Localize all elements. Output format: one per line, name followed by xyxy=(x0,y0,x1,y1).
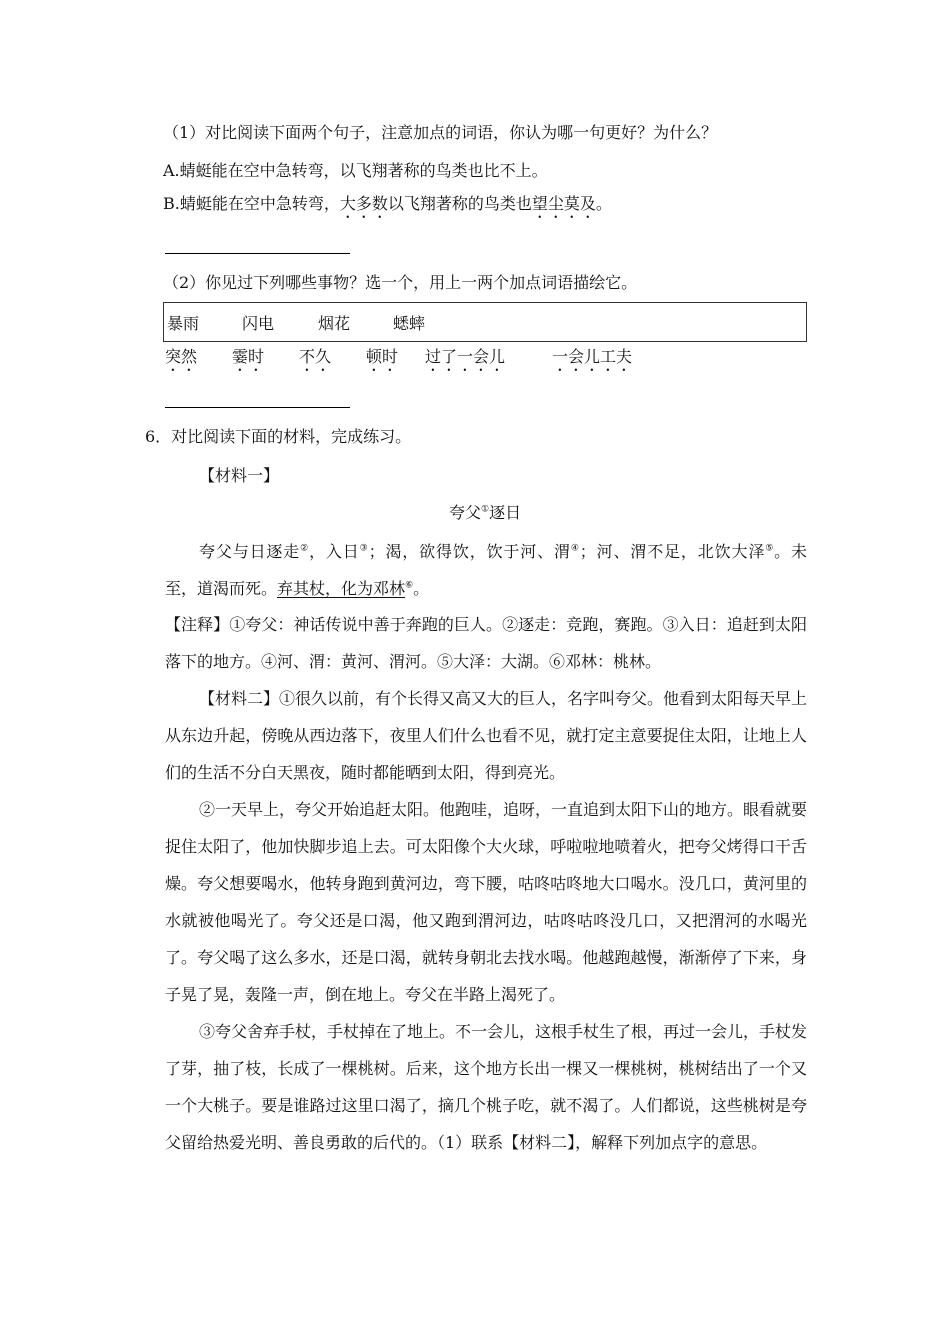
footnote-mark: ③ xyxy=(359,543,369,554)
dotted-word: 突然 xyxy=(165,347,198,366)
answer-blank-2[interactable] xyxy=(165,407,350,408)
sentence-a: A.蜻蜓能在空中急转弯，以飞翔著称的鸟类也比不上。 xyxy=(163,161,548,180)
underlined-sentence: 弃其杖，化为邓林 xyxy=(277,579,406,598)
material1-text xyxy=(165,533,807,607)
footnote-mark: ⑤ xyxy=(765,543,775,554)
footnote-mark: ② xyxy=(300,543,310,554)
material1-label: 【材料一】 xyxy=(199,466,280,485)
title-post: 逐日 xyxy=(489,503,522,522)
sentence-b-end: 。 xyxy=(595,194,612,213)
material1-title xyxy=(449,502,521,524)
dotted-word-damostly: 大多数 xyxy=(339,194,388,213)
material2-paragraph-2: ②一天早上，夸父开始追赶太阳。他跑哇，追呀，一直追到太阳下山的地方。眼看就要捉住太阳了，他加快脚步追上去。可太阳像个大火球，呼啦啦地喷着火，把夸父烤得口干舌燥。夸父想要喝水，他转身跑到黄河边，弯下腰，咕咚咕咚地大口喝水。没几口，黄河里的水就被他喝光了。夸父还是口渴，他又跑到渭河边，咕咚咕咚没几口，又把渭河的水喝光了。夸父喝了这么多水，还是口渴，就转身朝北去找水喝。他越跑越慢，渐渐停了下来，身子晃了晃，轰隆一声，倒在地上。夸父在半路上渴死了。 xyxy=(165,800,808,1004)
answer-blank-1[interactable] xyxy=(165,253,350,254)
footnote-mark: ⑥ xyxy=(405,580,414,591)
m1-seg: 。 xyxy=(413,579,430,598)
sentence-b-prefix: B.蜻蜓能在空中急转弯， xyxy=(163,194,340,213)
material2-paragraph-3: ③夸父舍弃手杖，手杖掉在了地上。不一会儿，这根手杖生了根，再过一会儿，手杖发了芽，抽了枝，长成了一棵桃树。后来，这个地方长出一棵又一棵桃树，桃树结出了一个又一个大桃子。要是谁路过这里口渴了，摘几个桃子吃，就不渴了。人们都说，这些桃树是夸父留给热爱光明、善良勇敢的后代的。（1）联系【材料二】，解释下列加点字的意思。 xyxy=(165,1022,808,1152)
dotted-word: 不久 xyxy=(299,347,332,366)
dotted-word: 顿时 xyxy=(366,347,399,366)
things-box xyxy=(163,302,807,342)
thing-item: 烟花 xyxy=(318,314,351,333)
dotted-word: 一会儿工夫 xyxy=(552,347,633,366)
sentence-b xyxy=(163,193,612,222)
m1-seg: 。未至，道渴而死。 xyxy=(165,542,807,598)
q6-stem: 6．对比阅读下面的材料，完成练习。 xyxy=(145,427,412,446)
material2-paragraph-1: 【材料二】①很久以前，有个长得又高又大的巨人，名字叫夸父。他看到太阳每天早上从东边升起，傍晚从西边落下，夜里人们什么也看不见，就打定主意要捉住太阳，让地上人们的生活不分白天黑夜，随时都能晒到太阳，得到亮光。 xyxy=(165,689,808,782)
dotted-word: 过了一会儿 xyxy=(425,347,506,366)
thing-item: 闪电 xyxy=(242,314,275,333)
q5-sub2-question: （2）你见过下列哪些事物？选一个，用上一两个加点词语描绘它。 xyxy=(163,273,638,292)
thing-item: 蟋蟀 xyxy=(393,314,426,333)
q5-sub1-question: （1）对比阅读下面两个句子，注意加点的词语，你认为哪一句更好？为什么？ xyxy=(163,123,718,142)
m1-seg: 夸父与日逐走 xyxy=(199,542,301,561)
title-pre: 夸父 xyxy=(449,503,482,522)
sentence-b-middle: 以飞翔著称的鸟类也 xyxy=(387,194,532,213)
material1-notes: 【注释】①夸父：神话传说中善于奔跑的巨人。②逐走：竞跑，赛跑。③入日：追赶到太阳落下的地方。④河、渭：黄河、渭河。⑤大泽：大湖。⑥邓林：桃林。 xyxy=(165,615,807,671)
m1-seg: ，入日 xyxy=(309,542,360,561)
thing-item: 暴雨 xyxy=(167,314,200,333)
footnote-mark: ④ xyxy=(570,543,580,554)
m1-seg: ；河、渭不足，北饮大泽 xyxy=(579,542,766,561)
title-footnote-mark: ① xyxy=(481,504,490,515)
m1-seg: ；渴，欲得饮，饮于河、渭 xyxy=(368,542,571,561)
dotted-word-wangchenmoji: 望尘莫及 xyxy=(531,194,596,213)
dotted-word: 霎时 xyxy=(232,347,265,366)
